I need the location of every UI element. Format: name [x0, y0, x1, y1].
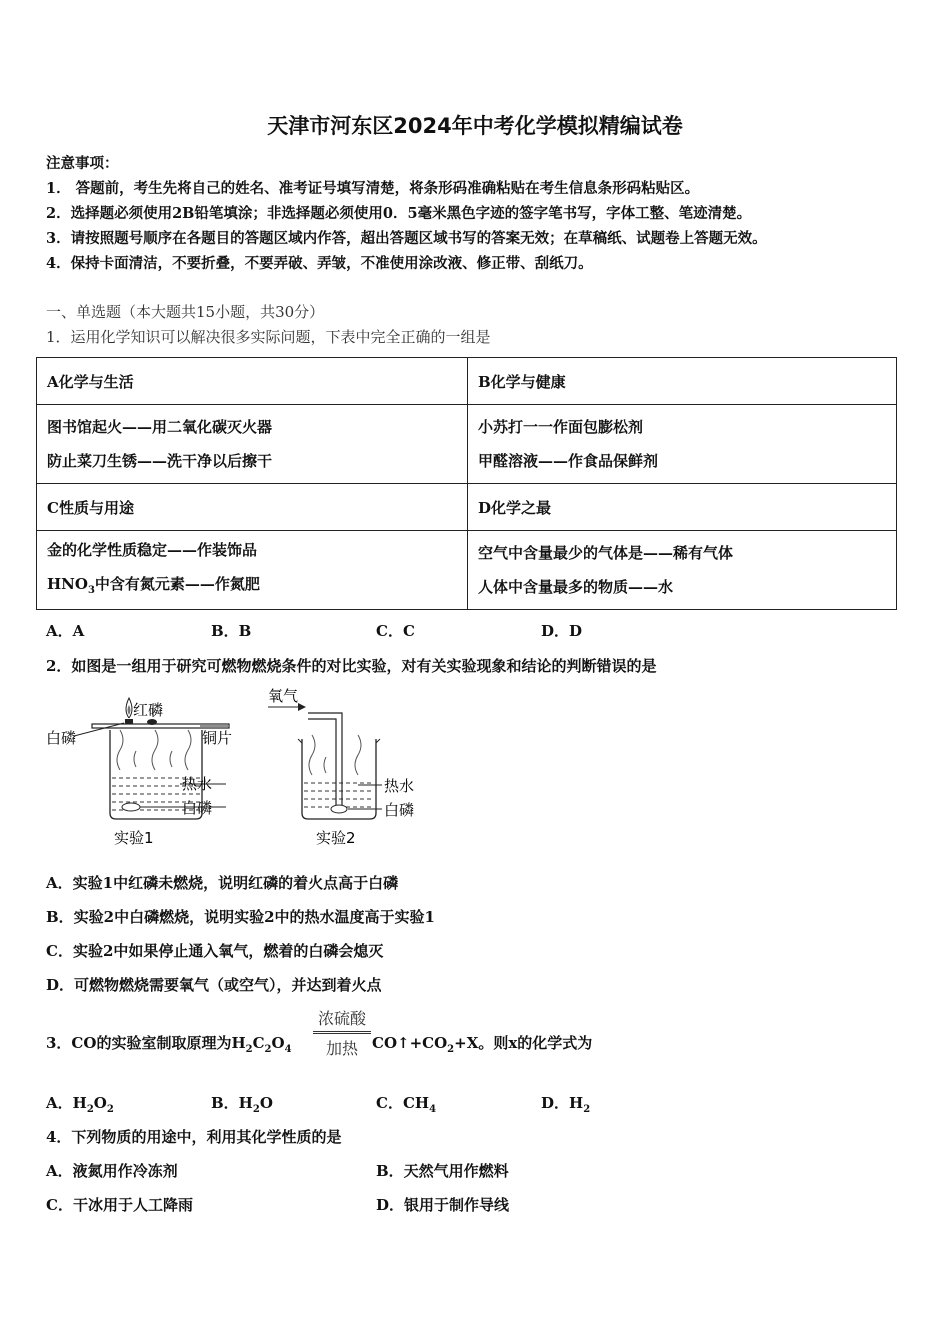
label-white-phosphorus-2: 白磷 — [182, 799, 213, 817]
subscript: 2 — [86, 1104, 94, 1115]
notice-heading: 注意事项： — [46, 155, 119, 172]
notice-item: 4．保持卡面清洁，不要折叠，不要弄破、弄皱，不准使用涂改液、修正带、刮纸刀。 — [46, 255, 593, 272]
section-heading: 一、单选题（本大题共15小题，共30分） — [46, 303, 325, 321]
q1-table — [36, 357, 897, 610]
cell-c-content — [37, 531, 468, 610]
label-copper-plate: 铜片 — [202, 729, 233, 747]
option-text: C．CH — [376, 1094, 430, 1112]
q3-text: 3．CO的实验室制取原理为H — [46, 1034, 246, 1052]
q3-text: CO↑+CO — [372, 1034, 448, 1052]
cell-b-content — [468, 405, 897, 484]
cell-d-content — [468, 531, 897, 610]
q2-option-c[interactable]: C．实验2中如果停止通入氧气，燃着的白磷会熄灭 — [46, 942, 384, 960]
option-text: O — [259, 1094, 273, 1112]
notice-item: 3．请按照题号顺序在各题目的答题区域内作答，超出答题区域书写的答案无效；在草稿纸、试题卷上答题无效。 — [46, 230, 767, 247]
q3-option-a[interactable] — [46, 1092, 114, 1115]
label-white-phosphorus-3: 白磷 — [384, 801, 415, 819]
label-hot-water-2: 热水 — [384, 777, 415, 795]
cell-line: 空气中含量最少的气体是——稀有气体 — [478, 544, 734, 562]
question-1-stem: 1．运用化学知识可以解决很多实际问题，下表中完全正确的一组是 — [46, 328, 491, 346]
q1-option-c[interactable]: C．C — [376, 622, 415, 640]
q1-option-d[interactable]: D．D — [541, 622, 583, 640]
formula-text: HNO — [47, 574, 88, 593]
option-text: O — [93, 1094, 107, 1112]
q2-option-d[interactable]: D．可燃物燃烧需要氧气（或空气），并达到着火点 — [46, 976, 382, 994]
q3-text: C — [252, 1034, 265, 1052]
subscript: 4 — [429, 1104, 437, 1115]
cell-line: 小苏打一一作面包膨松剂 — [478, 418, 644, 436]
subscript: 2 — [252, 1104, 260, 1115]
cell-line: 金的化学性质稳定——作装饰品 — [47, 540, 258, 559]
q3-text: O — [271, 1034, 285, 1052]
cell-d-head: D化学之最 — [468, 484, 897, 531]
option-text: A．H — [46, 1094, 87, 1112]
cell-line: 防止菜刀生锈——洗干净以后擦干 — [47, 452, 273, 470]
cell-a-head: A化学与生活 — [37, 358, 468, 405]
q1-option-b[interactable]: B．B — [211, 622, 252, 640]
notice-item: 1． 答题前，考生先将自己的姓名、准考证号填写清楚，将条形码准确粘贴在考生信息条形码粘贴区。 — [46, 180, 700, 197]
condition-bottom: 加热 — [325, 1039, 358, 1058]
question-2-stem: 2．如图是一组用于研究可燃物燃烧条件的对比实验，对有关实验现象和结论的判断错误的是 — [46, 657, 657, 675]
q2-option-b[interactable]: B．实验2中白磷燃烧，说明实验2中的热水温度高于实验1 — [46, 908, 435, 926]
condition-bar — [313, 1031, 371, 1032]
cell-line — [47, 567, 457, 608]
notice-item: 2．选择题必须使用2B铅笔填涂；非选择题必须使用0．5毫米黑色字迹的签字笔书写，字体工整、笔迹清楚。 — [46, 205, 752, 222]
question-3-stem-right — [372, 1032, 592, 1055]
condition-bar — [313, 1033, 371, 1034]
subscript: 2 — [264, 1044, 272, 1055]
cell-text: 中含有氮元素——作氮肥 — [94, 574, 260, 593]
label-experiment-1: 实验1 — [114, 829, 154, 847]
page-title: 天津市河东区2024年中考化学模拟精编试卷 — [267, 114, 683, 138]
q3-option-c[interactable] — [376, 1092, 436, 1115]
reaction-condition — [313, 1006, 371, 1059]
subscript: 2 — [583, 1104, 591, 1115]
q4-option-a[interactable]: A．液氮用作冷冻剂 — [46, 1162, 178, 1180]
q4-option-d[interactable]: D．银用于制作导线 — [376, 1196, 510, 1214]
subscript: 2 — [447, 1044, 455, 1055]
experiment-figure — [40, 685, 460, 855]
label-red-phosphorus: 红磷 — [133, 701, 164, 719]
label-oxygen: 氧气 — [268, 687, 299, 705]
q3-option-d[interactable] — [541, 1092, 590, 1115]
condition-top: 浓硫酸 — [317, 1009, 366, 1028]
cell-b-head: B化学与健康 — [468, 358, 897, 405]
q2-option-a[interactable]: A．实验1中红磷未燃烧，说明红磷的着火点高于白磷 — [46, 874, 399, 892]
label-hot-water: 热水 — [182, 775, 213, 793]
subscript: 2 — [106, 1104, 114, 1115]
cell-c-head: C性质与用途 — [37, 484, 468, 531]
subscript: 3 — [87, 584, 95, 596]
cell-a-content — [37, 405, 468, 484]
cell-line: 图书馆起火——用二氧化碳灭火器 — [47, 418, 273, 436]
q4-option-b[interactable]: B．天然气用作燃料 — [376, 1162, 509, 1180]
question-3-stem-left — [46, 1032, 292, 1055]
cell-line: 人体中含量最多的物质——水 — [478, 578, 674, 596]
q4-option-c[interactable]: C．干冰用于人工降雨 — [46, 1196, 193, 1214]
q1-option-a[interactable]: A．A — [46, 622, 85, 640]
q3-option-b[interactable] — [211, 1092, 273, 1115]
experiment-2-apparatus — [268, 703, 382, 819]
subscript: 2 — [245, 1044, 253, 1055]
cell-line: 甲醛溶液——作食品保鲜剂 — [478, 452, 659, 470]
option-text: B．H — [211, 1094, 253, 1112]
option-text: D．H — [541, 1094, 584, 1112]
label-white-phosphorus: 白磷 — [46, 729, 77, 747]
q3-text: +X。则x的化学式为 — [454, 1034, 593, 1052]
label-experiment-2: 实验2 — [316, 829, 356, 847]
question-4-stem: 4．下列物质的用途中，利用其化学性质的是 — [46, 1128, 342, 1146]
subscript: 4 — [284, 1044, 292, 1055]
